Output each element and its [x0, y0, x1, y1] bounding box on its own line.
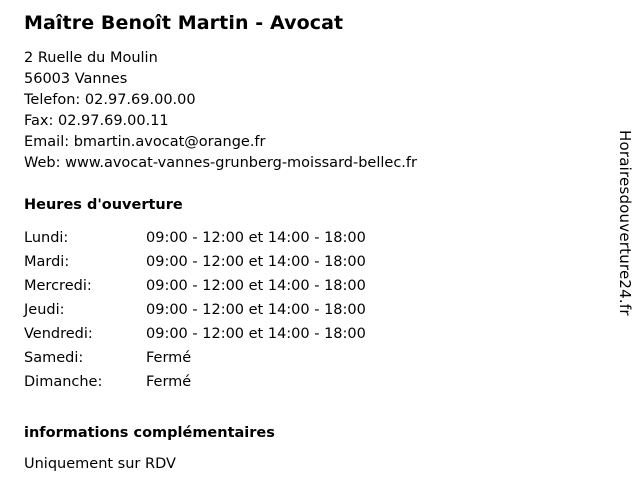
day-hours: 09:00 - 12:00 et 14:00 - 18:00: [146, 230, 366, 246]
address-city: 56003 Vannes: [24, 71, 128, 87]
day-hours: 09:00 - 12:00 et 14:00 - 18:00: [146, 278, 366, 294]
table-row: [24, 252, 366, 276]
fax-line: Fax: 02.97.69.00.11: [24, 113, 169, 129]
page-title: Maître Benoît Martin - Avocat: [24, 12, 344, 34]
table-row: [24, 324, 366, 348]
table-row: [24, 276, 366, 300]
vertical-brand-label: Horairesdouverture24.fr: [616, 130, 634, 316]
phone-line: Telefon: 02.97.69.00.00: [24, 92, 196, 108]
web-line: Web: www.avocat-vannes-grunberg-moissard-bellec.fr: [24, 155, 417, 171]
content-column: [24, 12, 584, 474]
day-label: Samedi:: [24, 350, 84, 366]
table-row: [24, 228, 366, 252]
additional-info-heading: informations complémentaires: [24, 425, 275, 441]
day-hours: 09:00 - 12:00 et 14:00 - 18:00: [146, 254, 366, 270]
day-hours: 09:00 - 12:00 et 14:00 - 18:00: [146, 302, 366, 318]
table-row: [24, 300, 366, 324]
day-hours: Fermé: [146, 350, 192, 366]
day-label: Jeudi:: [24, 302, 65, 318]
additional-info-text: Uniquement sur RDV: [24, 456, 176, 472]
opening-hours-table: [24, 228, 366, 396]
table-row: [24, 372, 366, 396]
day-label: Dimanche:: [24, 374, 103, 390]
opening-hours-heading: Heures d'ouverture: [24, 197, 183, 213]
email-line: Email: bmartin.avocat@orange.fr: [24, 134, 266, 150]
day-label: Vendredi:: [24, 326, 93, 342]
day-hours: Fermé: [146, 374, 192, 390]
day-label: Lundi:: [24, 230, 69, 246]
day-hours: 09:00 - 12:00 et 14:00 - 18:00: [146, 326, 366, 342]
address-block: [24, 48, 584, 174]
table-row: [24, 348, 366, 372]
address-street: 2 Ruelle du Moulin: [24, 50, 158, 66]
day-label: Mercredi:: [24, 278, 92, 294]
day-label: Mardi:: [24, 254, 70, 270]
